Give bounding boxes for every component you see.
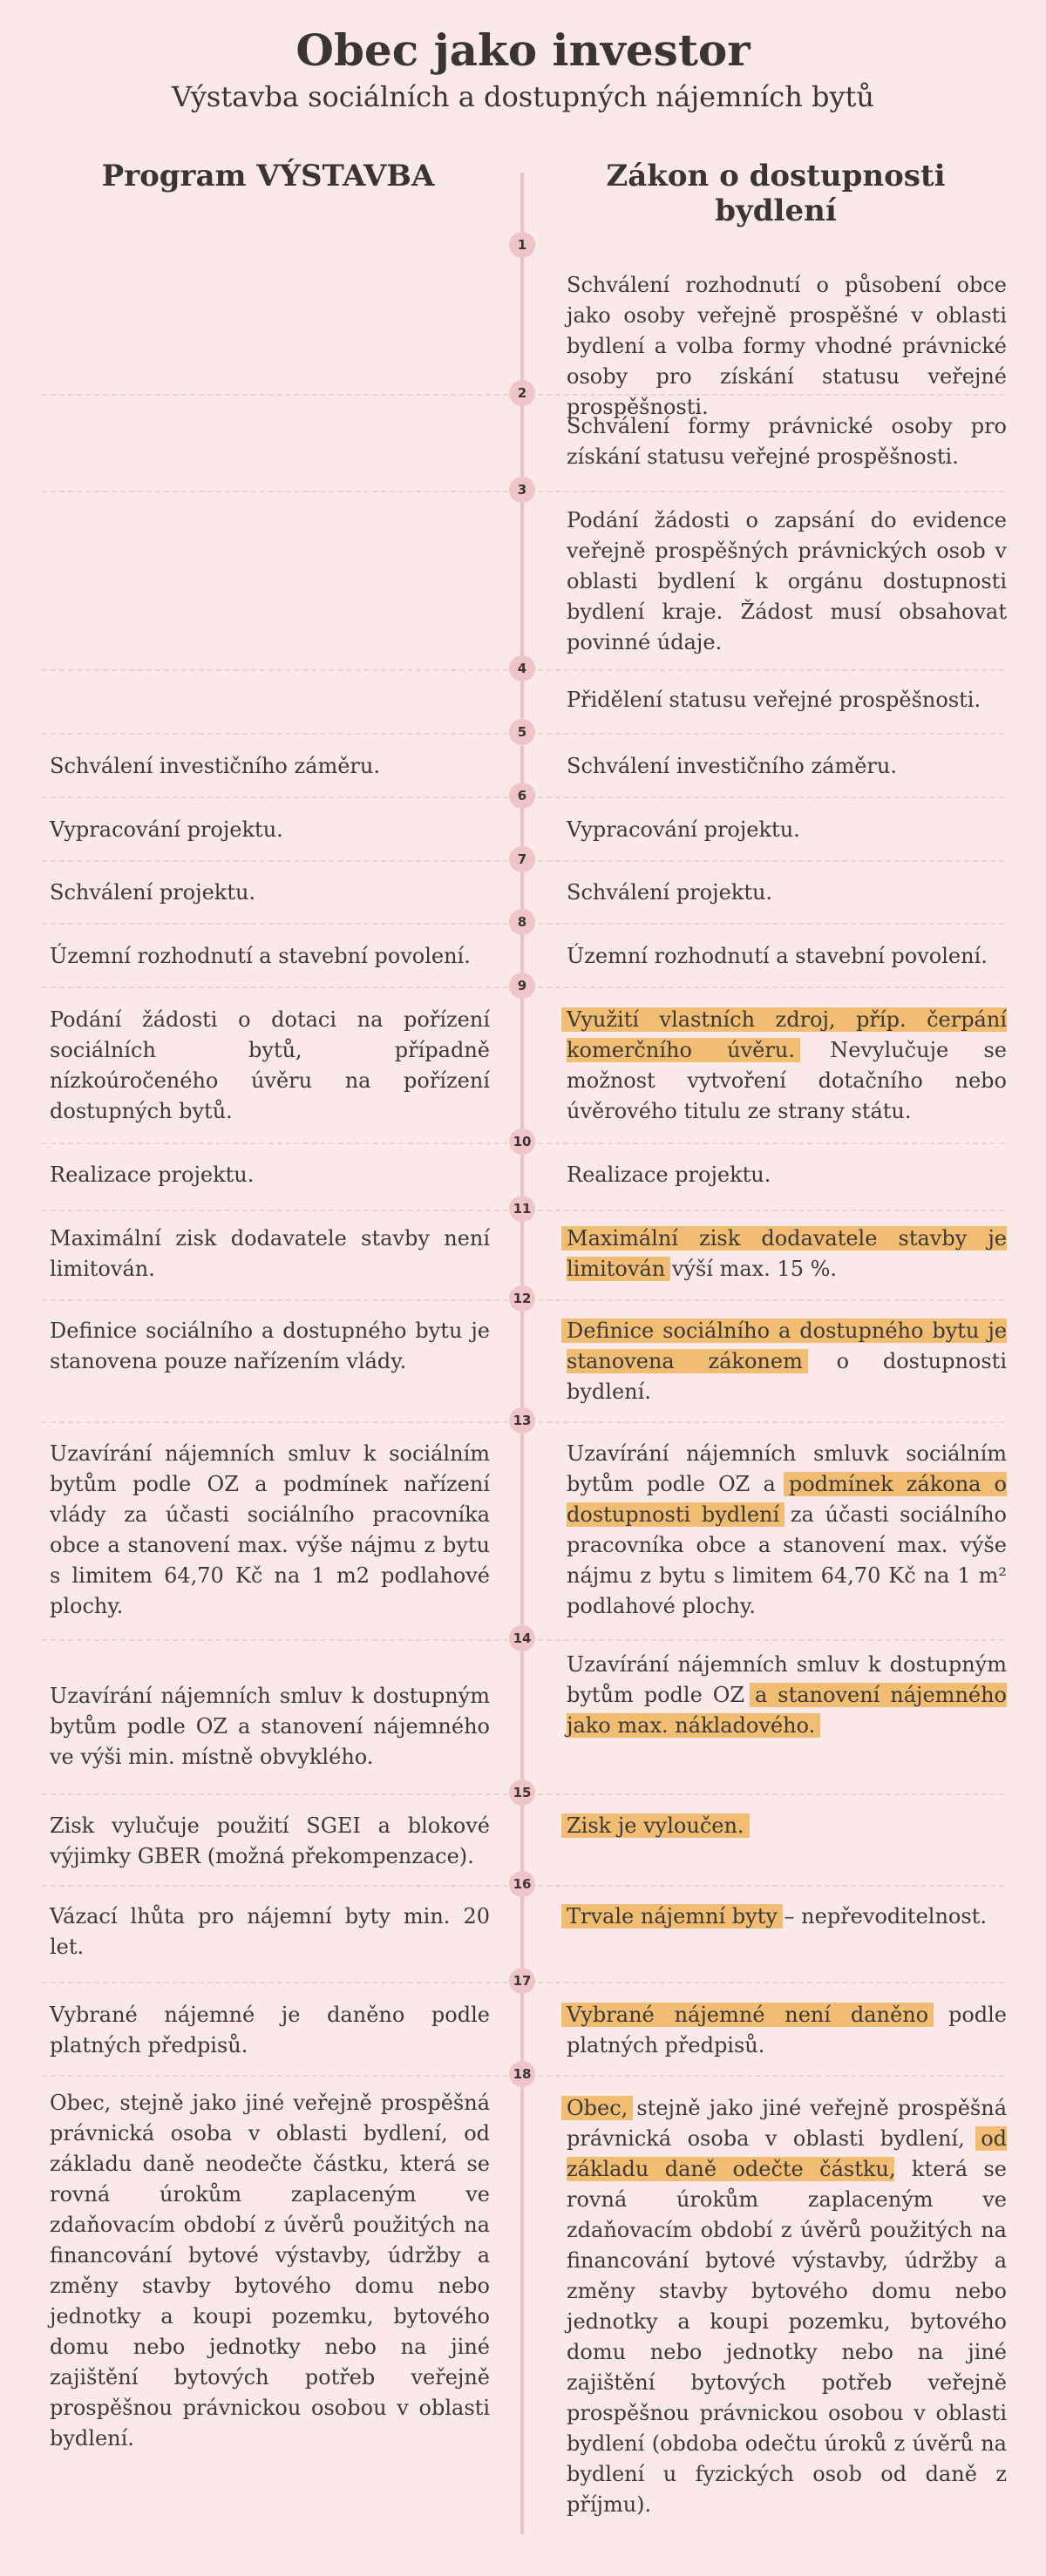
step-number-badge: 2	[509, 380, 535, 406]
cell-text: za účasti sociálního pracovníka obce a stanovení max. výše nájmu z bytu s limitem 64,70 Kč na 1 m² podlahové plochy.	[567, 1502, 1008, 1618]
step-number-badge: 4	[509, 655, 535, 681]
step-number-badge: 3	[509, 477, 535, 503]
step-number-badge: 9	[509, 973, 535, 999]
cell-text: Vybrané nájemné je daněno podle platných předpisů.	[50, 2003, 490, 2057]
highlighted-text: od základu daně odečte částku	[567, 2126, 1007, 2181]
step-number-badge: 13	[509, 1407, 535, 1434]
program-vystavba-cell	[50, 941, 490, 972]
page-subtitle: Výstavba sociálních a dostupných nájemních bytů	[172, 80, 874, 113]
page-title: Obec jako investor	[295, 24, 751, 76]
cell-text: Přidělení statusu veřejné prospěšnosti.	[567, 688, 981, 712]
step-number-badge: 1	[509, 232, 535, 258]
cell-text: Uzavírání nájemních smluvk sociálním bytům podle OZ a	[567, 1441, 1007, 1496]
cell-text: výší max. 15 %.	[665, 1257, 838, 1281]
program-vystavba-cell	[50, 1005, 490, 1127]
highlighted-text: Trvale nájemní byty	[567, 1904, 778, 1929]
zakon-dostupnost-cell	[567, 2000, 1007, 2061]
zakon-dostupnost-cell	[567, 1316, 1007, 1407]
step-number-badge: 15	[509, 1779, 535, 1806]
cell-text: – nepřevoditelnost.	[777, 1904, 987, 1929]
step-number-badge: 10	[509, 1129, 535, 1155]
cell-text: Uzavírání nájemních smluv k sociálním bytům podle OZ a podmínek nařízení vlády za účasti sociálního pracovníka obce a stanovení max. výše nájmu z bytu s limitem 64,70 Kč na 1 m2 podlahové plochy.	[50, 1441, 490, 1618]
zakon-dostupnost-cell	[567, 751, 1007, 782]
cell-text: Realizace projektu.	[567, 1163, 771, 1187]
cell-text: Schválení rozhodnutí o působení obce jako osoby veřejně prospěšné v oblasti bydlení a volba formy vhodné právnické osoby pro získání statusu veřejné prospěšnosti.	[567, 273, 1007, 419]
highlighted-text: Vybrané nájemné není daněno	[567, 2003, 929, 2027]
cell-text: Podání žádosti o dotaci na pořízení sociálních bytů, případně nízkoúročeného úvěru na pořízení dostupných bytů.	[50, 1007, 490, 1123]
highlighted-text: a stanovení nájemného jako max. nákladového.	[567, 1683, 1008, 1738]
cell-text: Schválení formy právnické osoby pro získání statusu veřejné prospěšnosti.	[567, 414, 1007, 469]
zakon-dostupnost-cell	[567, 1901, 1007, 1932]
program-vystavba-cell	[50, 815, 490, 845]
column-header-left: Program VÝSTAVBA	[101, 159, 435, 193]
cell-text: Územní rozhodnutí a stavební povolení.	[567, 944, 988, 968]
zakon-dostupnost-cell	[567, 941, 1007, 972]
step-number-badge: 18	[509, 2061, 535, 2087]
cell-text: Schválení investičního záměru.	[50, 754, 380, 778]
zakon-dostupnost-cell	[567, 505, 1007, 658]
zakon-dostupnost-cell	[567, 1160, 1007, 1190]
cell-text: o dostupnosti bydlení.	[567, 1349, 1008, 1404]
cell-text: Maximální zisk dodavatele stavby není limitován.	[50, 1226, 490, 1281]
highlighted-text: Obec,	[567, 2096, 628, 2120]
timeline-axis	[520, 173, 524, 2534]
zakon-dostupnost-cell	[567, 270, 1007, 423]
cell-text: Nevylučuje se možnost vytvoření dotačního nebo úvěrového titulu ze strany státu.	[567, 1038, 1007, 1123]
step-number-badge: 8	[509, 909, 535, 935]
program-vystavba-cell	[50, 2000, 490, 2061]
cell-text: Obec, stejně jako jiné veřejně prospěšná právnická osoba v oblasti bydlení, od základu daně neodečte částku, která se rovná úrokům zaplaceným ve zdaňovacím období z úvěrů použitých na financování bytové výstavby, údržby a změny stavby bytového domu nebo jednotky a koupi pozemku, bytového domu nebo jednotky nebo na jiné zajištění bytových potřeb veřejně prospěšnou právnickou osobou v oblasti bydlení.	[50, 2091, 490, 2451]
step-number-badge: 12	[509, 1285, 535, 1312]
program-vystavba-cell	[50, 2088, 490, 2454]
zakon-dostupnost-cell	[567, 815, 1007, 845]
cell-text: Schválení projektu.	[50, 880, 256, 905]
cell-text: Uzavírání nájemních smluv k dostupným bytům podle OZ	[567, 1652, 1007, 1707]
step-number-badge: 6	[509, 783, 535, 809]
column-header-right: Zákon o dostupnosti bydlení	[606, 159, 946, 228]
zakon-dostupnost-cell	[567, 1005, 1007, 1127]
program-vystavba-cell	[50, 751, 490, 782]
step-number-badge: 11	[509, 1196, 535, 1222]
zakon-dostupnost-cell	[567, 1650, 1007, 1741]
cell-text: , která se rovná úrokům zaplaceným ve zdaňovacím období z úvěrů použitých na financování bytové výstavby, údržby a změny stavby bytového domu nebo jednotky a koupi pozemku, bytového domu nebo jednotky nebo na jiné zajištění bytových potřeb veřejně prospěšnou právnickou osobou v oblasti bydlení (obdoba odečtu úroků z úvěrů na bydlení u fyzických osob od daně z příjmu).	[567, 2157, 1008, 2517]
program-vystavba-cell	[50, 1316, 490, 1377]
zakon-dostupnost-cell	[567, 1439, 1007, 1622]
step-number-badge: 14	[509, 1625, 535, 1651]
cell-text: Vypracování projektu.	[50, 817, 283, 842]
zakon-dostupnost-cell	[567, 1224, 1007, 1285]
zakon-dostupnost-cell	[567, 878, 1007, 908]
cell-text: Definice sociálního a dostupného bytu je stanovena pouze nařízením vlády.	[50, 1319, 490, 1373]
highlighted-text: Maximální zisk dodavatele stavby je limitován	[567, 1226, 1007, 1281]
program-vystavba-cell	[50, 1224, 490, 1285]
cell-text: Územní rozhodnutí a stavební povolení.	[50, 944, 471, 968]
cell-text: Schválení projektu.	[567, 880, 773, 905]
highlighted-text: Zisk je vyloučen.	[567, 1813, 744, 1838]
step-number-badge: 17	[509, 1968, 535, 1994]
program-vystavba-cell	[50, 1901, 490, 1963]
cell-text: stejně jako jiné veřejně prospěšná právnická osoba v oblasti bydlení,	[567, 2096, 1007, 2151]
program-vystavba-cell	[50, 1811, 490, 1872]
cell-text: Realizace projektu.	[50, 1163, 255, 1187]
zakon-dostupnost-cell	[567, 411, 1007, 472]
cell-text: Uzavírání nájemních smluv k dostupným bytům podle OZ a stanovení nájemného ve výši min. místně obvyklého.	[50, 1684, 490, 1769]
step-number-badge: 7	[509, 846, 535, 872]
cell-text: Vázací lhůta pro nájemní byty min. 20 let.	[50, 1904, 490, 1959]
program-vystavba-cell	[50, 1160, 490, 1190]
cell-text: Zisk vylučuje použití SGEI a blokové výjimky GBER (možná překompenzace).	[50, 1813, 490, 1868]
step-number-badge: 5	[509, 719, 535, 745]
program-vystavba-cell	[50, 878, 490, 908]
cell-text: Vypracování projektu.	[567, 817, 800, 842]
program-vystavba-cell	[50, 1439, 490, 1622]
zakon-dostupnost-cell	[567, 1811, 1007, 1841]
highlighted-text: podmínek zákona o dostupnosti bydlení	[567, 1472, 1008, 1527]
cell-text: Schválení investičního záměru.	[567, 754, 897, 778]
program-vystavba-cell	[50, 1681, 490, 1773]
step-number-badge: 16	[509, 1871, 535, 1897]
cell-text: podle platných předpisů.	[567, 2003, 1008, 2057]
highlighted-text: Využití vlastních zdroj, příp. čerpání komerčního úvěru.	[567, 1007, 1007, 1062]
zakon-dostupnost-cell	[567, 2093, 1007, 2520]
zakon-dostupnost-cell	[567, 685, 1007, 715]
cell-text: Podání žádosti o zapsání do evidence veřejně prospěšných právnických osob v oblasti bydlení k orgánu dostupnosti bydlení kraje. Žádost musí obsahovat povinné údaje.	[567, 508, 1007, 654]
highlighted-text: Definice sociálního a dostupného bytu je stanovena zákonem	[567, 1319, 1007, 1373]
